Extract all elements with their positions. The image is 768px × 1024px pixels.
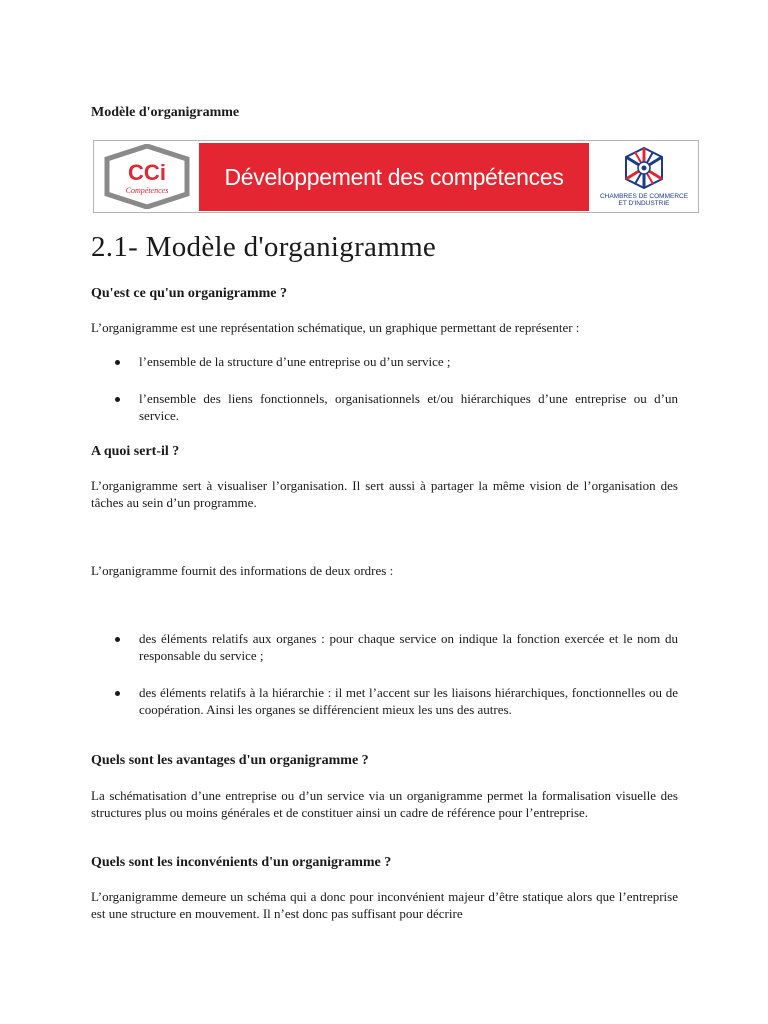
bullet-icon <box>115 397 120 402</box>
section-heading-drawbacks: Quels sont les inconvénients d'un organigramme ? <box>91 855 392 870</box>
section-heading-what-is: Qu'est ce qu'un organigramme ? <box>91 286 287 301</box>
bullet-icon <box>115 360 120 365</box>
list-item-text: l’ensemble de la structure d’une entreprise ou d’un service ; <box>139 354 451 369</box>
section-advantages-para: La schématisation d’une entreprise ou d’un service via un organigramme permet la formalisation visuelle des structures plus ou moins générales et de constituer ainsi un cadre de référence pour l’entreprise. <box>91 788 678 820</box>
cci-emblem-caption <box>591 193 697 207</box>
cci-hexagon-icon <box>97 144 197 209</box>
list-item-text: des éléments relatifs à la hiérarchie : il met l’accent sur les liaisons hiérarchiques, fonctionnelles ou de coopération. Ainsi les organes se différencient mieux les uns des autres. <box>139 685 678 717</box>
list-item-text: des éléments relatifs aux organes : pour chaque service on indique la fonction exercée et le nom du responsable du service ; <box>139 631 678 663</box>
banner-title: Développement des compétences <box>224 163 564 190</box>
banner-title-band <box>199 143 589 211</box>
section-drawbacks-para: L’organigramme demeure un schéma qui a donc pour inconvénient majeur d’être statique alors que l’entreprise est une structure en mouvement. Il n’est donc pas suffisant pour décrire <box>91 889 678 921</box>
caption-line-1: CHAMBRES DE COMMERCE <box>599 193 689 200</box>
section-purpose-para-2: L’organigramme fournit des informations de deux ordres : <box>91 563 394 578</box>
document-header: Modèle d'organigramme <box>91 105 240 120</box>
section-heading-purpose: A quoi sert-il ? <box>91 444 180 459</box>
bullet-icon <box>115 691 120 696</box>
page-title: 2.1- Modèle d'organigramme <box>91 231 437 263</box>
bullet-icon <box>115 637 120 642</box>
section-what-is-intro: L’organigramme est une représentation schématique, un graphique permettant de représenter : <box>91 320 580 335</box>
cci-logo-text: CCi <box>128 160 166 185</box>
section-purpose-para-1: L’organigramme sert à visualiser l’organisation. Il sert aussi à partager la même vision de l’organisation des tâches au sein d’un programme. <box>91 478 678 510</box>
cci-banner <box>93 140 699 213</box>
cci-emblem-icon <box>591 144 697 192</box>
cci-logo-subtext: Compétences <box>125 186 169 195</box>
chambres-commerce-logo <box>591 144 697 210</box>
caption-line-2: ET D'INDUSTRIE <box>618 200 670 207</box>
cci-competences-logo <box>97 144 197 209</box>
section-heading-advantages: Quels sont les avantages d'un organigramme ? <box>91 753 369 768</box>
list-item-text: l’ensemble des liens fonctionnels, organisationnels et/ou hiérarchiques d’une entreprise ou d’un service. <box>139 391 678 423</box>
